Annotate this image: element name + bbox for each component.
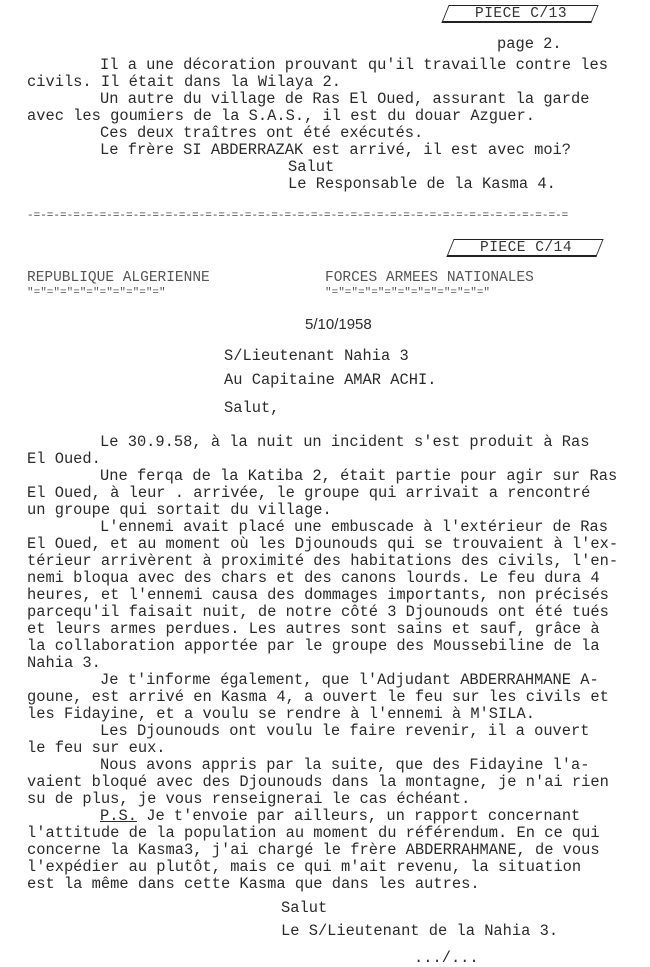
- page-number: page 2.: [497, 35, 562, 53]
- letter-2-line: parcequ'il faisait nuit, de notre côté 3 Djounouds ont été tués: [27, 603, 609, 621]
- letter-2-ps-line: [100, 808, 580, 825]
- piece-label-text: PIECE C/14: [480, 240, 573, 256]
- letter-recipient: Au Capitaine AMAR ACHI.: [224, 371, 437, 389]
- letter-1-line: Un autre du village de Ras El Oued, assurant la garde: [100, 90, 590, 108]
- letter-2-line: Je t'informe également, que l'Adjudant ABDERRAHMANE A-: [100, 671, 599, 689]
- letter-2-line: Nahia 3.: [27, 654, 101, 672]
- letterhead-left-title: REPUBLIQUE ALGERIENNE: [27, 270, 210, 286]
- letter-2-line: les Fidayine, et a voulu se rendre à l'ennemi à M'SILA.: [27, 705, 535, 723]
- letterhead-right-rule: "="="="="="="="="="="="=": [325, 287, 491, 299]
- ps-text: Je t'envoie par ailleurs, un rapport concernant: [146, 807, 581, 825]
- letter-sender: S/Lieutenant Nahia 3: [224, 347, 409, 365]
- letter-2-line: vaient bloqué avec des Djounouds dans la montagne, je n'ai rien: [27, 773, 609, 791]
- letter-2-line: goune, est arrivé en Kasma 4, a ouvert le feu sur les civils et: [27, 688, 609, 706]
- letter-2-line: Le 30.9.58, à la nuit un incident s'est produit à Ras: [100, 433, 590, 451]
- letter-2-line: est la même dans cette Kasma que dans les autres.: [27, 875, 480, 893]
- piece-label-c13: [445, 5, 595, 23]
- letter-1-closing: Salut: [288, 158, 335, 176]
- letter-1-line: Il a une décoration prouvant qu'il travaille contre les: [100, 56, 608, 74]
- letter-2-line: l'attitude de la population au moment du référendum. En ce qui: [27, 824, 600, 842]
- piece-label-c14: [450, 239, 600, 257]
- letter-2-line: l'expédier au plutôt, mais ce qui m'ait revenu, la situation: [27, 858, 582, 876]
- letter-2-line: L'ennemi avait placé une embuscade à l'extérieur de Ras: [100, 518, 608, 536]
- letter-1-line: Le frère SI ABDERRAZAK est arrivé, il est avec moi?: [100, 141, 572, 159]
- letter-greeting: Salut,: [224, 399, 280, 417]
- letterhead-left-rule: "="="="="="="="="="=": [27, 287, 166, 299]
- letter-1-line: Ces deux traîtres ont été exécutés.: [100, 124, 424, 142]
- letter-2-line: le feu sur eux.: [27, 739, 166, 757]
- section-divider: -=-=-=-=-=-=-=-=-=-=-=-=-=-=-=-=-=-=-=-=-=-=-=-=-=-=-=-=-=-=-=-=-=-=-=-=-=-=-=-=-=: [27, 210, 569, 222]
- letter-2-line: la collaboration apportée par le groupe des Moussebiline de la: [27, 637, 600, 655]
- letter-2-line: heures, et l'ennemi causa des dommages importants, non précisés: [27, 586, 609, 604]
- letter-1-line: avec les goumiers de la S.A.S., il est du douar Azguer.: [27, 107, 535, 125]
- letterhead-right-title: FORCES ARMEES NATIONALES: [325, 270, 534, 286]
- continuation-mark: .../...: [414, 949, 479, 967]
- letter-date: 5/10/1958: [305, 316, 372, 333]
- letter-2-closing: Salut: [281, 899, 328, 917]
- letter-2-line: nemi bloqua avec des chars et des canons lourds. Le feu dura 4: [27, 569, 600, 587]
- letter-2-line: et leurs armes perdues. Les autres sont sains et sauf, grâce à: [27, 620, 600, 638]
- letter-1-line: civils. Il était dans la Wilaya 2.: [27, 73, 342, 91]
- letter-2-line: El Oued, à leur . arrivée, le groupe qui arrivait a rencontré: [27, 484, 591, 502]
- letter-2-line: concerne la Kasma3, j'ai chargé le frère ABDERRAHMANE, de vous: [27, 841, 600, 859]
- letter-2-line: Une ferqa de la Katiba 2, était partie pour agir sur Ras: [100, 467, 618, 485]
- letter-2-line: El Oued, et au moment où les Djounouds qui se trouvaient à l'ex-: [27, 535, 619, 553]
- letter-2-line: Les Djounouds ont voulu le faire revenir, il a ouvert: [100, 722, 590, 740]
- letter-2-line: El Oued.: [27, 450, 101, 468]
- letter-2-signature: Le S/Lieutenant de la Nahia 3.: [281, 922, 559, 940]
- ps-label: P.S.: [100, 807, 137, 825]
- letter-2-line: un groupe qui sortait du village.: [27, 501, 332, 519]
- piece-label-text: PIECE C/13: [475, 6, 568, 22]
- letter-1-signature: Le Responsable de la Kasma 4.: [288, 175, 556, 193]
- letter-2-line: su de plus, je vous renseignerai le cas échéant.: [27, 790, 471, 808]
- letter-2-line: térieur arrivèrent à proximité des habitations des civils, l'en-: [27, 552, 619, 570]
- letter-2-line: Nous avons appris par la suite, que des Fidayine l'a-: [100, 756, 590, 774]
